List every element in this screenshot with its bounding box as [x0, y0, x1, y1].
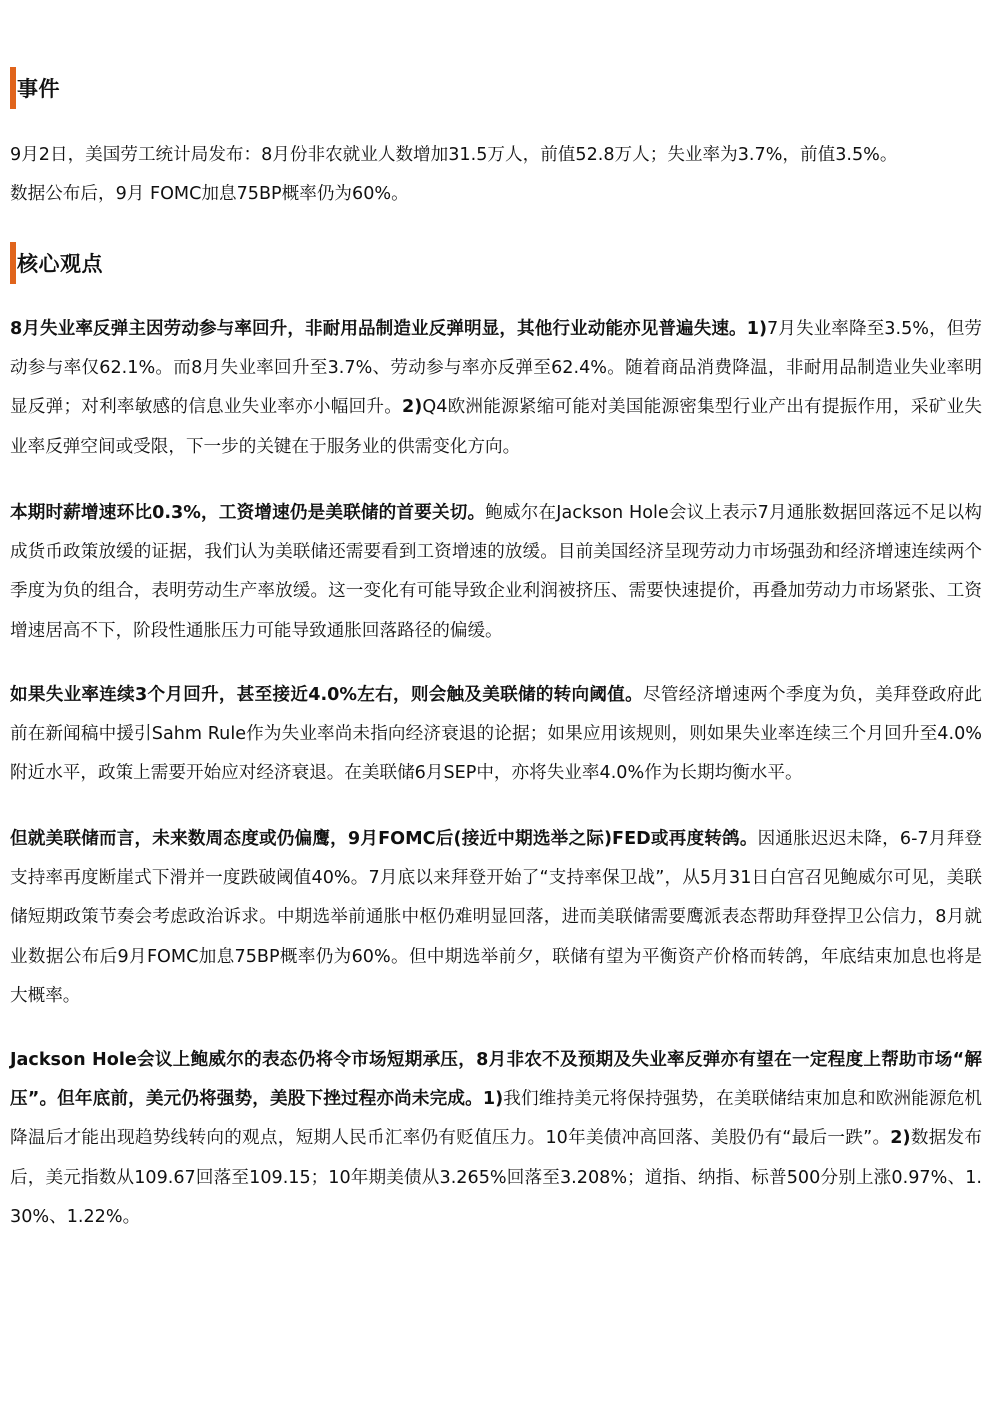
core-paragraph-4: [10, 820, 982, 1016]
section-title-event: 事件: [17, 77, 60, 101]
p1-bold-2: 2): [402, 397, 423, 418]
heading-accent-bar: [10, 67, 16, 109]
section-heading-event: [10, 67, 60, 109]
p5-bold-lead: Jackson Hole会议上鲍威尔的表态仍将令市场短期承压，8月非农不及预期及失业率反弹亦有望在一定程度上帮助市场“解压”。但年底前，美元仍将强势，美股下挫过程亦尚未完成。1): [10, 1050, 982, 1110]
p3-bold-lead: 如果失业率连续3个月回升，甚至接近4.0%左右，则会触及美联储的转向阈值。: [10, 685, 643, 705]
p1-text-1: 7月失业率降至3.5%，但劳动参与率仅62.1%。而8月失业率回升至3.7%、劳动参与率亦反弹至62.4%。随着商品消费降温，非耐用品制造业失业率明显反弹；对利率敏感的信息业失业率亦小幅回升。: [10, 319, 982, 418]
heading-accent-bar: [10, 242, 16, 284]
event-line-2: 数据公布后，9月 FOMC加息75BP概率仍为60%。: [10, 184, 409, 205]
p1-bold-lead: 8月失业率反弹主因劳动参与率回升，非耐用品制造业反弹明显，其他行业动能亦见普遍失速。1): [10, 319, 768, 339]
core-paragraph-5: [10, 1041, 982, 1237]
section-title-core: 核心观点: [17, 252, 103, 276]
event-line-1: 9月2日，美国劳工统计局发布：8月份非农就业人数增加31.5万人，前值52.8万人；失业率为3.7%，前值3.5%。: [10, 145, 898, 165]
event-paragraph: [10, 136, 982, 214]
core-paragraph-2: [10, 494, 982, 651]
p3-text: 尽管经济增速两个季度为负，美拜登政府此前在新闻稿中援引Sahm Rule作为失业率尚未指向经济衰退的论据；如果应用该规则，则如果失业率连续三个月回升至4.0%附近水平，政策上需要开始应对经济衰退。在美联储6月SEP中，亦将失业率4.0%作为长期均衡水平。: [10, 685, 982, 784]
p1-text-2: Q4欧洲能源紧缩可能对美国能源密集型行业产出有提振作用，采矿业失业率反弹空间或受限，下一步的关键在于服务业的供需变化方向。: [10, 397, 982, 457]
p5-bold-2: 2): [890, 1128, 911, 1149]
section-heading-core: [10, 242, 103, 284]
p5-text-2: 数据发布后，美元指数从109.67回落至109.15；10年期美债从3.265%回落至3.208%；道指、纳指、标普500分别上涨0.97%、1.30%、1.22%。: [10, 1128, 982, 1227]
p5-text-1: 我们维持美元将保持强势，在美联储结束加息和欧洲能源危机降温后才能出现趋势线转向的观点，短期人民币汇率仍有贬值压力。10年美债冲高回落、美股仍有“最后一跌”。: [10, 1089, 982, 1149]
p2-bold-lead: 本期时薪增速环比0.3%，工资增速仍是美联储的首要关切。: [10, 503, 486, 523]
p2-text: 鲍威尔在Jackson Hole会议上表示7月通胀数据回落远不足以构成货币政策放缓的证据，我们认为美联储还需要看到工资增速的放缓。目前美国经济呈现劳动力市场强劲和经济增速连续两个季度为负的组合，表明劳动生产率放缓。这一变化有可能导致企业利润被挤压、需要快速提价，再叠加劳动力市场紧张、工资增速居高不下，阶段性通胀压力可能导致通胀回落路径的偏缓。: [10, 503, 982, 641]
core-paragraph-1: [10, 310, 982, 467]
p4-bold-lead: 但就美联储而言，未来数周态度或仍偏鹰，9月FOMC后(接近中期选举之际)FED或再度转鸽。: [10, 829, 758, 849]
core-paragraph-3: [10, 676, 982, 794]
p4-text: 因通胀迟迟未降，6-7月拜登支持率再度断崖式下滑并一度跌破阈值40%。7月底以来拜登开始了“支持率保卫战”，从5月31日白宫召见鲍威尔可见，美联储短期政策节奏会考虑政治诉求。中期选举前通胀中枢仍难明显回落，进而美联储需要鹰派表态帮助拜登捍卫公信力，8月就业数据公布后9月FOMC加息75BP概率仍为60%。但中期选举前夕，联储有望为平衡资产价格而转鸽，年底结束加息也将是大概率。: [10, 829, 982, 1006]
